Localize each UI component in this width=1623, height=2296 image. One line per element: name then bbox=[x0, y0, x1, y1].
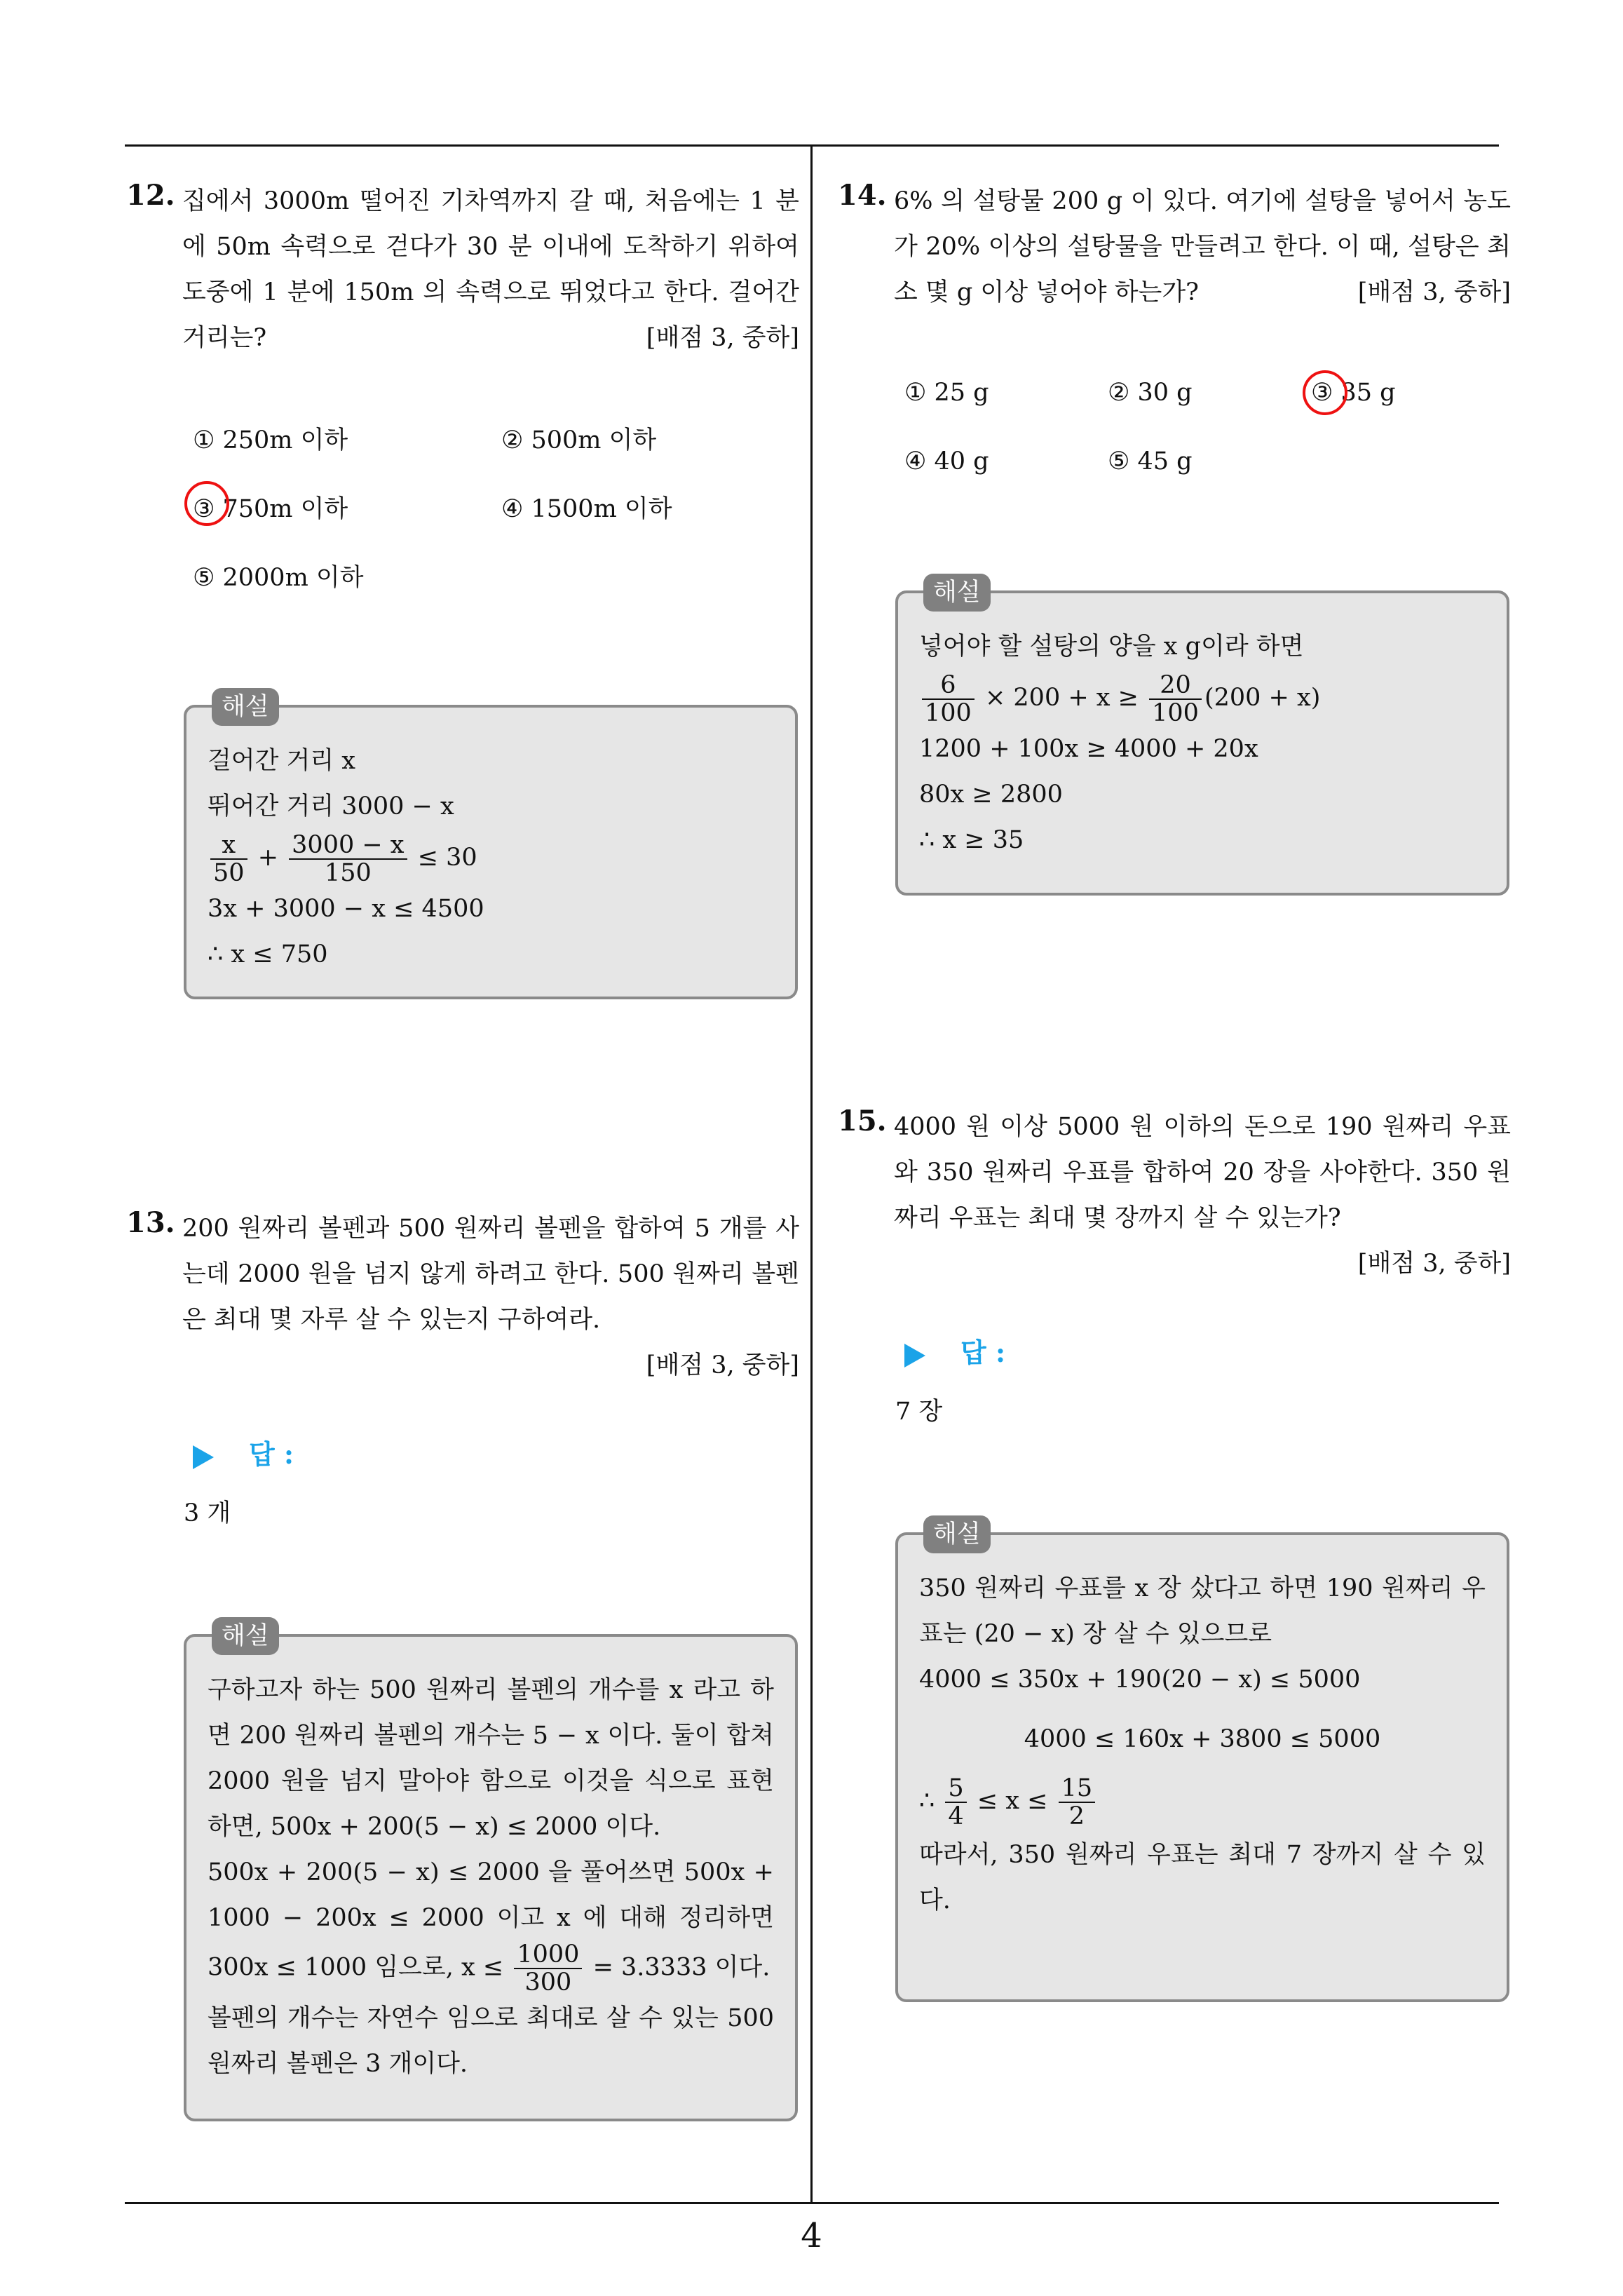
fraction-line: ∴ $\frac{5}{4}$ ≤ x ≤ $\frac{15}{2}$ bbox=[919, 1769, 1486, 1832]
score-label: [배점 3, 중하] bbox=[646, 324, 799, 352]
question-15 bbox=[838, 1105, 1511, 1287]
choice-1[interactable]: ① 25 g bbox=[904, 379, 989, 407]
choices-14 bbox=[904, 379, 1479, 491]
selected-circle-mark bbox=[1303, 370, 1347, 415]
solution-box-15: 해설 350 원짜리 우표를 x 장 샀다고 하면 190 원짜리 우표는 (20 − x) 장 살 수 있으므로 4000 ≤ 350x + 190(20 − x) ≤ 5000 4000 ≤ 160x + 3800 ≤ 5000 ∴ $\frac{5}{4}$ ≤ x ≤ $\frac{15}{2}$ 따라서, 350 원짜리 우표는 최대 7 장까지 살 수 있다. bbox=[895, 1532, 1509, 2002]
score-label: [배점 3, 중하] bbox=[1357, 1250, 1511, 1278]
solution-tag: 해설 bbox=[923, 1515, 991, 1553]
page-number: 4 bbox=[801, 2216, 822, 2255]
choice-3[interactable]: ③ 750m 이하 bbox=[193, 489, 348, 525]
solution-box-14: 해설 넣어야 할 설탕의 양을 x g이라 하면 $\frac{6}{100}$ × 200 + x ≥ $\frac{20}{100}$ (200 + x) 1200 + 100x ≥ 4000 + 20x 80x ≥ 2800 ∴ x ≥ 35 bbox=[895, 590, 1509, 896]
column-divider bbox=[810, 144, 813, 2203]
choice-5[interactable]: ⑤ 45 g bbox=[1108, 447, 1193, 475]
score-label: [배점 3, 중하] bbox=[646, 1351, 799, 1379]
solution-tag: 해설 bbox=[923, 574, 991, 612]
choices-12 bbox=[193, 421, 796, 603]
question-text: 6% 의 설탕물 200 g 이 있다. 여기에 설탕을 넣어서 농도가 20% 이상의 설탕물을 만들려고 한다. 이 때, 설탕은 최소 몇 g 이상 넣어야 하는가? bbox=[894, 187, 1511, 306]
choice-4[interactable]: ④ 1500m 이하 bbox=[501, 495, 672, 523]
question-12 bbox=[126, 179, 799, 361]
play-triangle-icon bbox=[904, 1344, 925, 1368]
fraction-line: $\frac{6}{100}$ × 200 + x ≥ $\frac{20}{100}$ (200 + x) bbox=[919, 670, 1486, 727]
fraction-line: $\frac{x}{50}$ + $\frac{3000 - x}{150}$ ≤ 30 bbox=[208, 830, 774, 886]
answer-value-13: 3 개 bbox=[184, 1499, 231, 1527]
choice-2[interactable]: ② 30 g bbox=[1108, 379, 1193, 407]
choice-4[interactable]: ④ 40 g bbox=[904, 447, 989, 475]
question-text: 4000 원 이상 5000 원 이하의 돈으로 190 원짜리 우표와 350 원짜리 우표를 합하여 20 장을 사야한다. 350 원짜리 우표는 최대 몇 장까지 살 수 있는가? bbox=[894, 1113, 1511, 1232]
question-number: 13. bbox=[126, 1206, 175, 1239]
score-label: [배점 3, 중하] bbox=[1357, 278, 1511, 306]
question-text: 200 원짜리 볼펜과 500 원짜리 볼펜을 합하여 5 개를 사는데 2000 원을 넘지 않게 하려고 한다. 500 원짜리 볼펜은 최대 몇 자루 살 수 있는지 구하여라. bbox=[182, 1215, 799, 1334]
play-triangle-icon bbox=[193, 1445, 214, 1469]
question-number: 15. bbox=[838, 1105, 887, 1137]
solution-tag: 해설 bbox=[212, 688, 279, 726]
choice-3[interactable]: ③ 35 g bbox=[1311, 379, 1396, 407]
question-text: 집에서 3000m 떨어진 기차역까지 갈 때, 처음에는 1 분에 50m 속력으로 걷다가 30 분 이내에 도착하기 위하여 도중에 1 분에 150m 의 속력으로 뛰었다고 한다. 걸어간 거리는? bbox=[182, 187, 799, 352]
answer-value-15: 7 장 bbox=[895, 1398, 943, 1426]
solution-box-13: 해설 구하고자 하는 500 원짜리 볼펜의 개수를 x 라고 하면 200 원짜리 볼펜의 개수는 5 − x 이다. 둘이 합쳐 2000 원을 넘지 말아야 함으로 이것을 식으로 표현하면, 500x + 200(5 − x) ≤ 2000 이다. 500x + 200(5 − x) ≤ 2000 을 풀어쓰면 500x + 1000 − 200x ≤ 2000 이고 x 에 대해 정리하면 300x ≤ 1000 임으로, x ≤ $\frac{1000}{300}$ = 3.3333 이다. 볼펜의 개수는 자연수 임으로 최대로 살 수 있는 500 원짜리 볼펜은 3 개이다. bbox=[184, 1634, 798, 2121]
solution-tag: 해설 bbox=[212, 1617, 279, 1655]
choice-1[interactable]: ① 250m 이하 bbox=[193, 426, 348, 454]
question-number: 12. bbox=[126, 179, 175, 212]
choice-5[interactable]: ⑤ 2000m 이하 bbox=[193, 564, 364, 592]
bottom-rule bbox=[125, 2202, 1499, 2204]
selected-circle-mark bbox=[184, 481, 229, 526]
answer-label-15: 답 : bbox=[904, 1331, 1005, 1370]
choice-2[interactable]: ② 500m 이하 bbox=[501, 426, 657, 454]
question-13 bbox=[126, 1206, 799, 1389]
answer-label-13: 답 : bbox=[193, 1433, 294, 1471]
solution-box-12: 해설 걸어간 거리 x 뛰어간 거리 3000 − x $\frac{x}{50}$ + $\frac{3000 - x}{150}$ ≤ 30 3x + 3000 − x ≤ 4500 ∴ x ≤ 750 bbox=[184, 705, 798, 999]
question-14 bbox=[838, 179, 1511, 316]
question-number: 14. bbox=[838, 179, 887, 212]
